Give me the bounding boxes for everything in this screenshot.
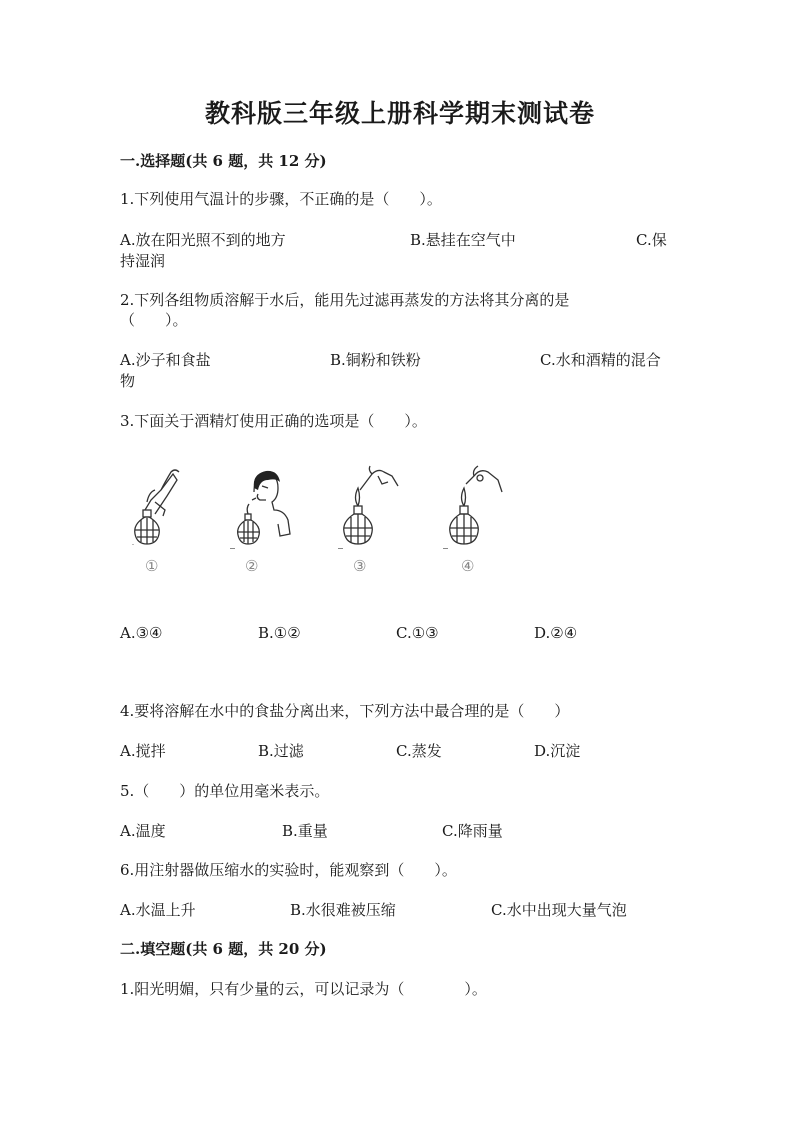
- question-3-stem: 3.下面关于酒精灯使用正确的选项是（ ）。: [120, 412, 427, 430]
- question-2-option-b: B.铜粉和铁粉: [330, 351, 421, 369]
- question-6-option-c: C.水中出现大量气泡: [491, 901, 627, 919]
- page-title: 教科版三年级上册科学期末测试卷: [204, 99, 595, 128]
- question-4-option-c: C.蒸发: [396, 742, 442, 760]
- question-2-stem: 2.下列各组物质溶解于水后，能用先过滤再蒸发的方法将其分离的是: [120, 291, 570, 309]
- question-1-option-b: B.悬挂在空气中: [410, 231, 516, 249]
- question-3-option-c: C.①③: [396, 624, 439, 642]
- question-1-option-c: C.保: [636, 231, 667, 249]
- question-2-option-c-continued: 物: [120, 372, 136, 390]
- figure-label-2: ②: [245, 557, 259, 575]
- figure-1-dash: [230, 548, 235, 549]
- question-3-option-d: D.②④: [534, 624, 578, 642]
- figure-3-dash: [443, 548, 448, 549]
- alcohol-lamp-figure-2: [232, 462, 297, 547]
- question-5-option-c: C.降雨量: [442, 822, 503, 840]
- question-1-stem: 1.下列使用气温计的步骤，不正确的是（ ）。: [120, 190, 442, 208]
- question-4-stem: 4.要将溶解在水中的食盐分离出来，下列方法中最合理的是（ ）: [120, 702, 570, 720]
- question-5-option-a: A.温度: [120, 822, 166, 840]
- section-1-heading: 一.选择题(共 6 题，共 12 分): [120, 152, 327, 170]
- question-6-option-b: B.水很难被压缩: [290, 901, 396, 919]
- question-5-option-b: B.重量: [282, 822, 328, 840]
- question-3-option-a: A.③④: [120, 624, 163, 642]
- figure-label-1: ①: [145, 557, 159, 575]
- question-4-option-d: D.沉淀: [534, 742, 581, 760]
- alcohol-lamp-figure-3: [338, 462, 403, 547]
- figure-label-4: ④: [461, 557, 475, 575]
- question-2-option-a: A.沙子和食盐: [120, 351, 211, 369]
- question-6-stem: 6.用注射器做压缩水的实验时，能观察到（ ）。: [120, 861, 457, 879]
- question-2-stem-continued: （ ）。: [120, 311, 188, 329]
- figure-label-3: ③: [353, 557, 367, 575]
- question-4-option-b: B.过滤: [258, 742, 304, 760]
- question-3-option-b: B.①②: [258, 624, 301, 642]
- question-2-option-c: C.水和酒精的混合: [540, 351, 661, 369]
- question-5-stem: 5.（ ）的单位用毫米表示。: [120, 782, 330, 800]
- section-2-heading: 二.填空题(共 6 题，共 20 分): [120, 940, 327, 958]
- question-1-option-a: A.放在阳光照不到的地方: [120, 231, 286, 249]
- question-1-option-c-continued: 持湿润: [120, 252, 166, 270]
- question-6-option-a: A.水温上升: [120, 901, 196, 919]
- figure-2-dash: [338, 548, 343, 549]
- question-4-option-a: A.搅拌: [120, 742, 166, 760]
- alcohol-lamp-figure-1: [125, 462, 185, 547]
- fill-question-1-stem: 1.阳光明媚，只有少量的云，可以记录为（ ）。: [120, 980, 487, 998]
- alcohol-lamp-figure-4: [444, 462, 509, 547]
